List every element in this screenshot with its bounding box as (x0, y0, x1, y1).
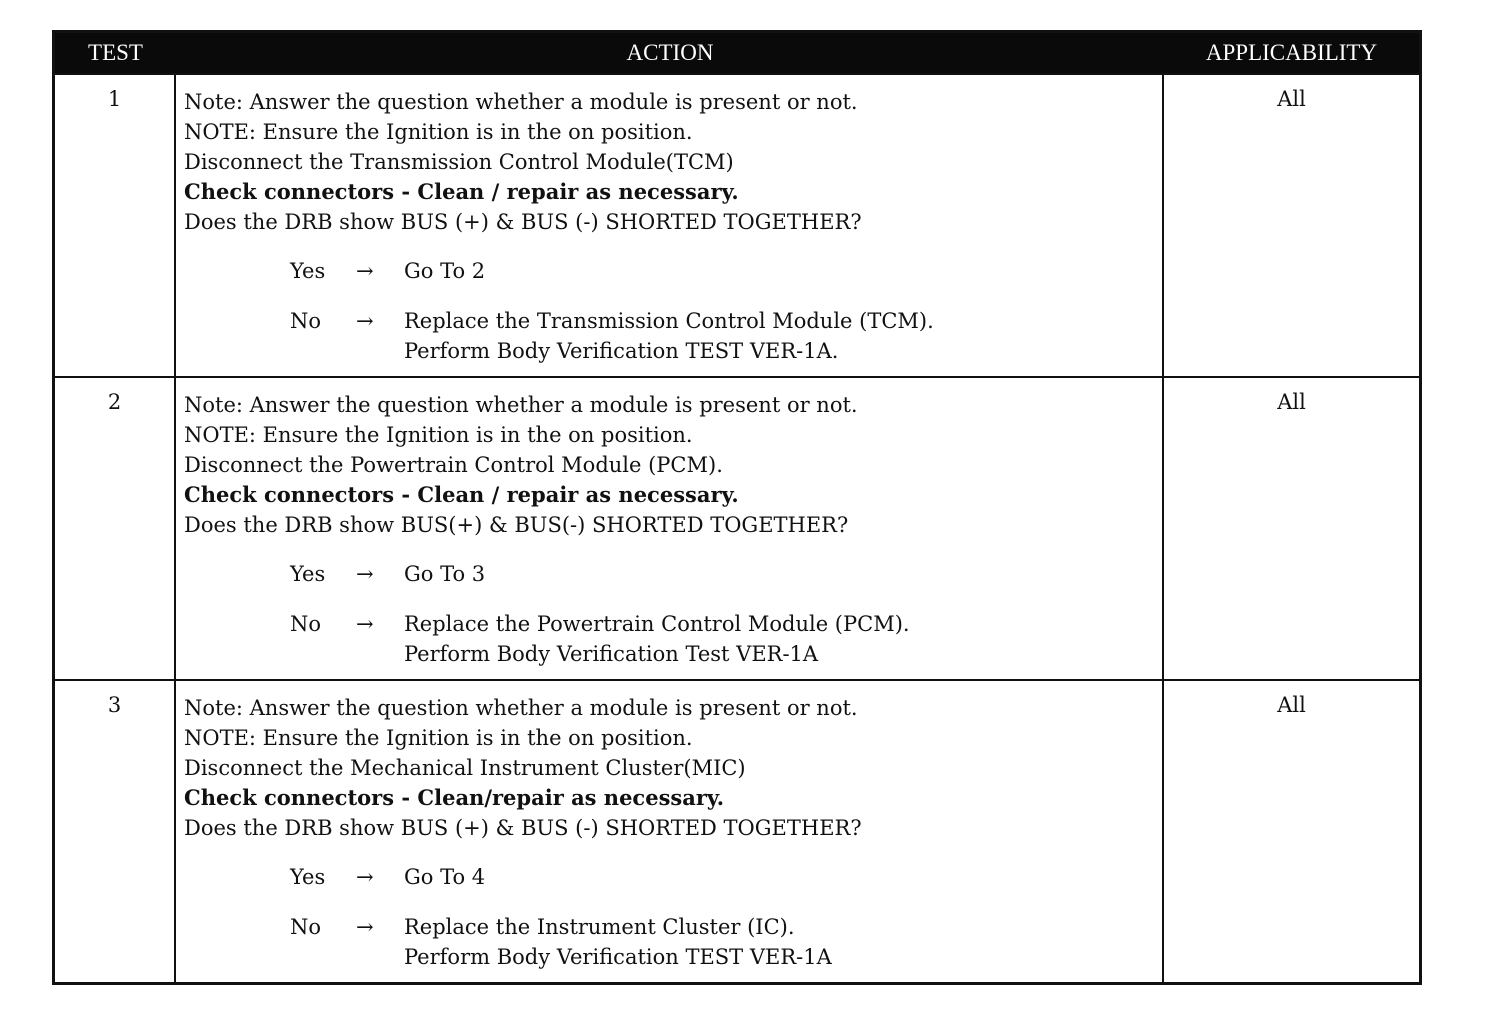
arrow-icon: → (356, 562, 374, 586)
applicability-cell: All (1277, 390, 1306, 414)
test-number: 3 (55, 681, 176, 982)
arrow-icon: → (356, 865, 374, 889)
action-cell (176, 681, 1164, 982)
yes-result: Go To 3 (404, 562, 486, 586)
arrow-icon: → (356, 309, 374, 333)
action-question: Does the DRB show BUS (+) & BUS (-) SHORTED TOGETHER? (184, 210, 862, 234)
action-line: Note: Answer the question whether a module is present or not. (184, 90, 858, 114)
yes-result: Go To 2 (404, 259, 486, 283)
table-header (55, 33, 1419, 73)
applicability-cell: All (1277, 693, 1306, 717)
yes-option (184, 862, 1162, 892)
table-row (55, 679, 1419, 982)
no-result-line2: Perform Body Verification TEST VER-1A (404, 945, 832, 969)
action-line: NOTE: Ensure the Ignition is in the on position. (184, 120, 693, 144)
action-line: NOTE: Ensure the Ignition is in the on position. (184, 423, 693, 447)
action-line: Note: Answer the question whether a module is present or not. (184, 696, 858, 720)
yes-label: Yes (290, 562, 326, 586)
test-number: 1 (55, 75, 176, 376)
arrow-icon: → (356, 915, 374, 939)
header-applicability: APPLICABILITY (1205, 40, 1378, 65)
no-label: No (290, 309, 322, 333)
no-result: Replace the Powertrain Control Module (PCM). (404, 612, 910, 636)
yes-label: Yes (290, 865, 326, 889)
yes-option (184, 559, 1162, 589)
no-label: No (290, 612, 322, 636)
applicability-cell: All (1277, 87, 1306, 111)
no-result: Replace the Transmission Control Module (TCM). (404, 309, 934, 333)
no-option-cont (184, 336, 1162, 366)
no-result: Replace the Instrument Cluster (IC). (404, 915, 795, 939)
header-action: ACTION (626, 40, 714, 65)
test-table (52, 30, 1422, 985)
action-line-bold: Check connectors - Clean / repair as necessary. (184, 482, 739, 507)
action-line-bold: Check connectors - Clean/repair as necessary. (184, 785, 725, 810)
header-test: TEST (88, 40, 143, 65)
yes-label: Yes (290, 259, 326, 283)
no-result-line2: Perform Body Verification Test VER-1A (404, 642, 819, 666)
action-line-bold: Check connectors - Clean / repair as necessary. (184, 179, 739, 204)
no-option (184, 306, 1162, 336)
action-question: Does the DRB show BUS(+) & BUS(-) SHORTED TOGETHER? (184, 513, 849, 537)
yes-option (184, 256, 1162, 286)
action-cell (176, 75, 1164, 376)
arrow-icon: → (356, 259, 374, 283)
no-option-cont (184, 639, 1162, 669)
no-label: No (290, 915, 322, 939)
test-number: 2 (55, 378, 176, 679)
table-row (55, 73, 1419, 376)
table-row (55, 376, 1419, 679)
no-option (184, 609, 1162, 639)
yes-result: Go To 4 (404, 865, 486, 889)
action-line: Disconnect the Transmission Control Module(TCM) (184, 150, 734, 174)
no-option-cont (184, 942, 1162, 972)
no-option (184, 912, 1162, 942)
action-cell (176, 378, 1164, 679)
action-line: NOTE: Ensure the Ignition is in the on position. (184, 726, 693, 750)
arrow-icon: → (356, 612, 374, 636)
no-result-line2: Perform Body Verification TEST VER-1A. (404, 339, 839, 363)
action-line: Note: Answer the question whether a module is present or not. (184, 393, 858, 417)
action-question: Does the DRB show BUS (+) & BUS (-) SHORTED TOGETHER? (184, 816, 862, 840)
action-line: Disconnect the Powertrain Control Module (PCM). (184, 453, 723, 477)
action-line: Disconnect the Mechanical Instrument Cluster(MIC) (184, 756, 746, 780)
